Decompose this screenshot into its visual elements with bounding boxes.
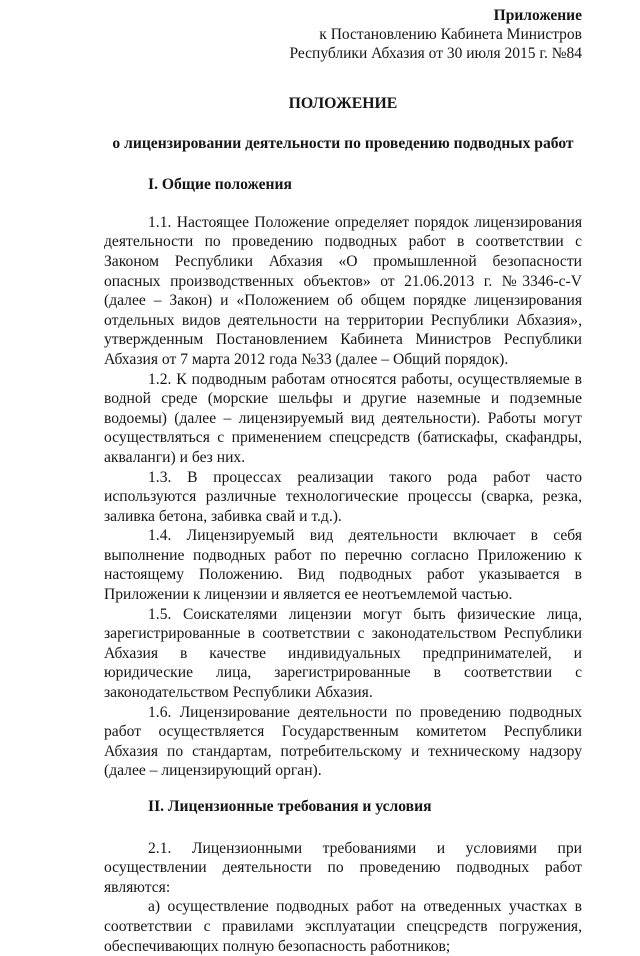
section-heading: II. Лицензионные требования и условия [148,798,432,815]
paragraph: 1.5. Соискателями лицензии могут быть физические лица, зарегистрированные в соответствии с законодательством Республики Абхазия в качестве индивидуальных предпринимателей, и юридические лица, зарегистрированные в соответствии с законодательством Республики Абхазия. [104,605,582,702]
paragraph: 1.4. Лицензируемый вид деятельности включает в себя выполнение подводных работ по перечню согласно Приложению к настоящему Положению. Вид подводных работ указывается в Приложении к лицензии и является ее неотъемлемой частью. [104,527,582,604]
document-subtitle: о лицензировании деятельности по проведению подводных работ [112,134,574,152]
appendix-header [289,6,582,63]
document-title: ПОЛОЖЕНИЕ [288,95,398,112]
paragraph: 1.3. В процессах реализации такого рода работ часто используются различные технологические процессы (сварка, резка, заливка бетона, забивка свай и т.д.). [104,468,582,525]
appendix-line-2: Республики Абхазия от 30 июля 2015 г. №84 [289,45,582,62]
appendix-label: Приложение [493,7,582,24]
section-heading: I. Общие положения [148,176,292,194]
paragraph: 1.6. Лицензирование деятельности по проведению подводных работ осуществляется Государственным комитетом Республики Абхазия по стандартам, потребительскому и техническому надзору (далее – лицензирующий орган). [104,703,582,780]
paragraph: 1.1. Настоящее Положение определяет порядок лицензирования деятельности по проведению подводных работ в соответствии с Законом Республики Абхазия «О промышленной безопасности опасных производственных объектов» от 21.06.2013 г. №3346-с-V (далее – Закон) и «Положением об общем порядке лицензирования отдельных видов деятельности на территории Республики Абхазия», утвержденным Постановлением Кабинета Министров Республики Абхазия от 7 марта 2012 года №33 (далее – Общий порядок). [104,213,582,368]
document-body [104,94,582,956]
paragraph: 1.2. К подводным работам относятся работы, осуществляемые в водной среде (морские шельфы и другие наземные и подземные водоемы) (далее – лицензируемый вид деятельности). Работы могут осуществляться с применением спецсредств (батискафы, скафандры, акваланги) и без них. [104,370,582,466]
paragraph: а) осуществление подводных работ на отведенных участках в соответствии с правилами эксплуатации спецсредств погружения, обеспечивающих полную безопасность работников; [104,898,582,955]
paragraph: 2.1. Лицензионными требованиями и условиями при осуществлении деятельности по проведению подводных работ являются: [104,839,582,896]
appendix-line-1: к Постановлению Кабинета Министров [319,26,582,43]
